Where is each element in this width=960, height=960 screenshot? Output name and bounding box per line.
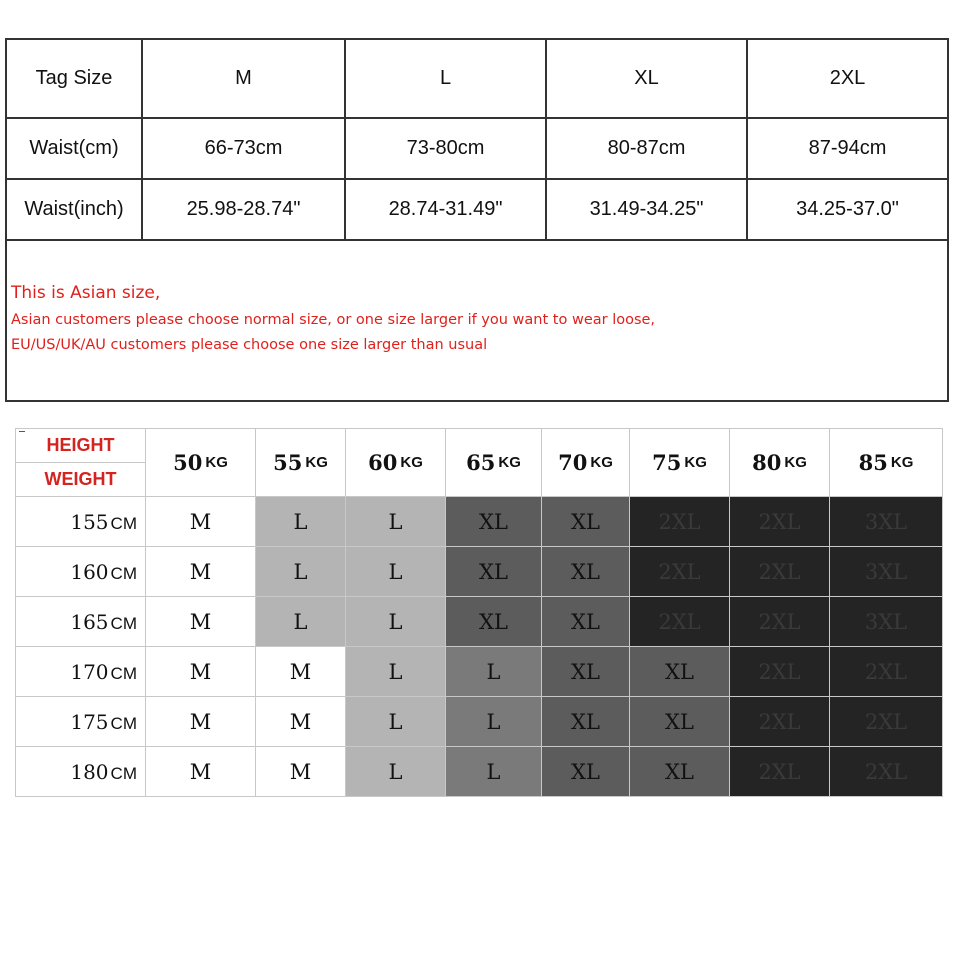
- height-label: HEIGHT: [16, 429, 145, 463]
- size-recommendation-cell: L: [346, 547, 446, 597]
- size-recommendation-cell: XL: [446, 497, 542, 547]
- size-recommendation-cell: L: [256, 547, 346, 597]
- size-recommendation-cell: 2XL: [630, 597, 730, 647]
- size-recommendation-cell: 2XL: [830, 697, 943, 747]
- waist-inch-m: 25.98-28.74": [143, 180, 346, 239]
- size-recommendation-cell: XL: [446, 547, 542, 597]
- size-recommendation-cell: XL: [542, 547, 630, 597]
- size-recommendation-cell: 2XL: [730, 747, 830, 797]
- weight-col-5: [630, 429, 730, 497]
- waist-size-table: [5, 38, 949, 402]
- note-eu-us-customers: EU/US/UK/AU customers please choose one size larger than usual: [11, 337, 488, 353]
- size-recommendation-cell: M: [256, 747, 346, 797]
- size-recommendation-cell: 2XL: [630, 547, 730, 597]
- note-asian-size: This is Asian size,: [11, 283, 161, 303]
- waist-cm-xl: 80-87cm: [547, 119, 748, 178]
- weight-col-2: [346, 429, 446, 497]
- height-unit: CM: [110, 663, 137, 683]
- height-cell: [16, 597, 146, 647]
- size-recommendation-cell: L: [256, 597, 346, 647]
- note-asian-customers: Asian customers please choose normal size, or one size larger if you want to wear loose,: [11, 312, 656, 328]
- weight-unit: KG: [205, 454, 228, 471]
- weight-value: 75: [652, 450, 682, 475]
- height-unit: CM: [110, 613, 137, 633]
- size-recommendation-cell: L: [346, 747, 446, 797]
- waist-inch-row: [7, 180, 947, 241]
- height-weight-corner: [16, 429, 146, 497]
- size-recommendation-cell: XL: [630, 647, 730, 697]
- size-recommendation-cell: 2XL: [830, 647, 943, 697]
- waist-cm-label: Waist(cm): [7, 119, 143, 178]
- weight-value: 50: [173, 450, 203, 475]
- weight-unit: KG: [305, 454, 328, 471]
- size-recommendation-cell: L: [446, 747, 542, 797]
- weight-value: 80: [752, 450, 782, 475]
- height-cell: [16, 497, 146, 547]
- size-recommendation-cell: M: [256, 647, 346, 697]
- weight-col-6: [730, 429, 830, 497]
- height-row: [16, 597, 943, 647]
- size-recommendation-cell: L: [446, 697, 542, 747]
- header-size-m: M: [143, 40, 346, 117]
- size-recommendation-cell: L: [346, 647, 446, 697]
- size-recommendation-cell: 2XL: [730, 497, 830, 547]
- height-unit: CM: [110, 763, 137, 783]
- size-recommendation-cell: M: [146, 597, 256, 647]
- height-row: [16, 497, 943, 547]
- height-unit: CM: [110, 513, 137, 533]
- size-recommendation-cell: 2XL: [730, 547, 830, 597]
- height-cell: [16, 747, 146, 797]
- size-recommendation-cell: M: [146, 697, 256, 747]
- size-recommendation-cell: L: [346, 597, 446, 647]
- waist-cm-2xl: 87-94cm: [808, 137, 887, 159]
- size-recommendation-cell: 3XL: [830, 547, 943, 597]
- size-recommendation-cell: XL: [542, 497, 630, 547]
- size-recommendation-cell: XL: [542, 747, 630, 797]
- fit-table-body: [16, 497, 943, 797]
- size-recommendation-cell: L: [346, 697, 446, 747]
- height-unit: CM: [110, 713, 137, 733]
- weight-unit: KG: [590, 454, 613, 471]
- weight-unit: KG: [400, 454, 423, 471]
- height-value: 165: [70, 609, 109, 634]
- weight-value: 55: [273, 450, 303, 475]
- weight-unit: KG: [890, 454, 914, 471]
- waist-cm-row: [7, 119, 947, 180]
- waist-inch-2xl: 34.25-37.0": [796, 198, 899, 220]
- size-recommendation-cell: M: [256, 697, 346, 747]
- size-recommendation-cell: M: [146, 497, 256, 547]
- height-cell: [16, 647, 146, 697]
- size-recommendation-cell: L: [256, 497, 346, 547]
- weight-unit: KG: [784, 454, 807, 471]
- height-value: 160: [70, 559, 109, 584]
- size-recommendation-cell: 3XL: [830, 497, 943, 547]
- height-cell: [16, 697, 146, 747]
- size-recommendation-cell: XL: [630, 747, 730, 797]
- size-recommendation-cell: 3XL: [830, 597, 943, 647]
- size-recommendation-cell: XL: [542, 697, 630, 747]
- waist-inch-label: Waist(inch): [7, 180, 143, 239]
- size-recommendation-cell: XL: [630, 697, 730, 747]
- size-recommendation-cell: L: [346, 497, 446, 547]
- weight-value: 65: [466, 450, 496, 475]
- size-header-row: [7, 40, 947, 119]
- weight-col-0: [146, 429, 256, 497]
- height-row: [16, 697, 943, 747]
- height-value: 155: [70, 509, 109, 534]
- size-recommendation-cell: 2XL: [830, 747, 943, 797]
- size-recommendation-cell: XL: [446, 597, 542, 647]
- size-notes: [7, 241, 947, 353]
- header-size-2xl: 2XL: [829, 67, 866, 89]
- size-recommendation-cell: XL: [542, 597, 630, 647]
- size-recommendation-cell: L: [446, 647, 542, 697]
- weight-header-row: [16, 429, 943, 497]
- weight-col-7: [830, 429, 943, 497]
- waist-cm-m: 66-73cm: [143, 119, 346, 178]
- height-weight-size-chart: [15, 428, 943, 797]
- size-recommendation-cell: M: [146, 547, 256, 597]
- size-recommendation-cell: XL: [542, 647, 630, 697]
- height-cell: [16, 547, 146, 597]
- header-size-xl: XL: [547, 40, 748, 117]
- height-row: [16, 547, 943, 597]
- weight-value: 60: [368, 450, 398, 475]
- size-recommendation-cell: M: [146, 747, 256, 797]
- size-recommendation-cell: M: [146, 647, 256, 697]
- height-value: 180: [70, 759, 109, 784]
- weight-unit: KG: [498, 454, 521, 471]
- weight-col-1: [256, 429, 346, 497]
- height-unit: CM: [110, 563, 137, 583]
- size-recommendation-cell: 2XL: [730, 697, 830, 747]
- waist-inch-l: 28.74-31.49": [346, 180, 547, 239]
- height-value: 170: [70, 659, 109, 684]
- waist-cm-l: 73-80cm: [346, 119, 547, 178]
- header-tag-size: Tag Size: [7, 40, 143, 117]
- height-row: [16, 747, 943, 797]
- weight-col-3: [446, 429, 542, 497]
- size-recommendation-cell: 2XL: [730, 597, 830, 647]
- weight-label: WEIGHT: [44, 469, 117, 489]
- size-recommendation-cell: 2XL: [730, 647, 830, 697]
- header-size-l: L: [346, 40, 547, 117]
- weight-col-4: [542, 429, 630, 497]
- weight-unit: KG: [684, 454, 707, 471]
- weight-value: 85: [858, 450, 888, 475]
- height-value: 175: [70, 709, 109, 734]
- waist-inch-xl: 31.49-34.25": [547, 180, 748, 239]
- size-recommendation-cell: 2XL: [630, 497, 730, 547]
- height-row: [16, 647, 943, 697]
- weight-value: 70: [558, 450, 588, 475]
